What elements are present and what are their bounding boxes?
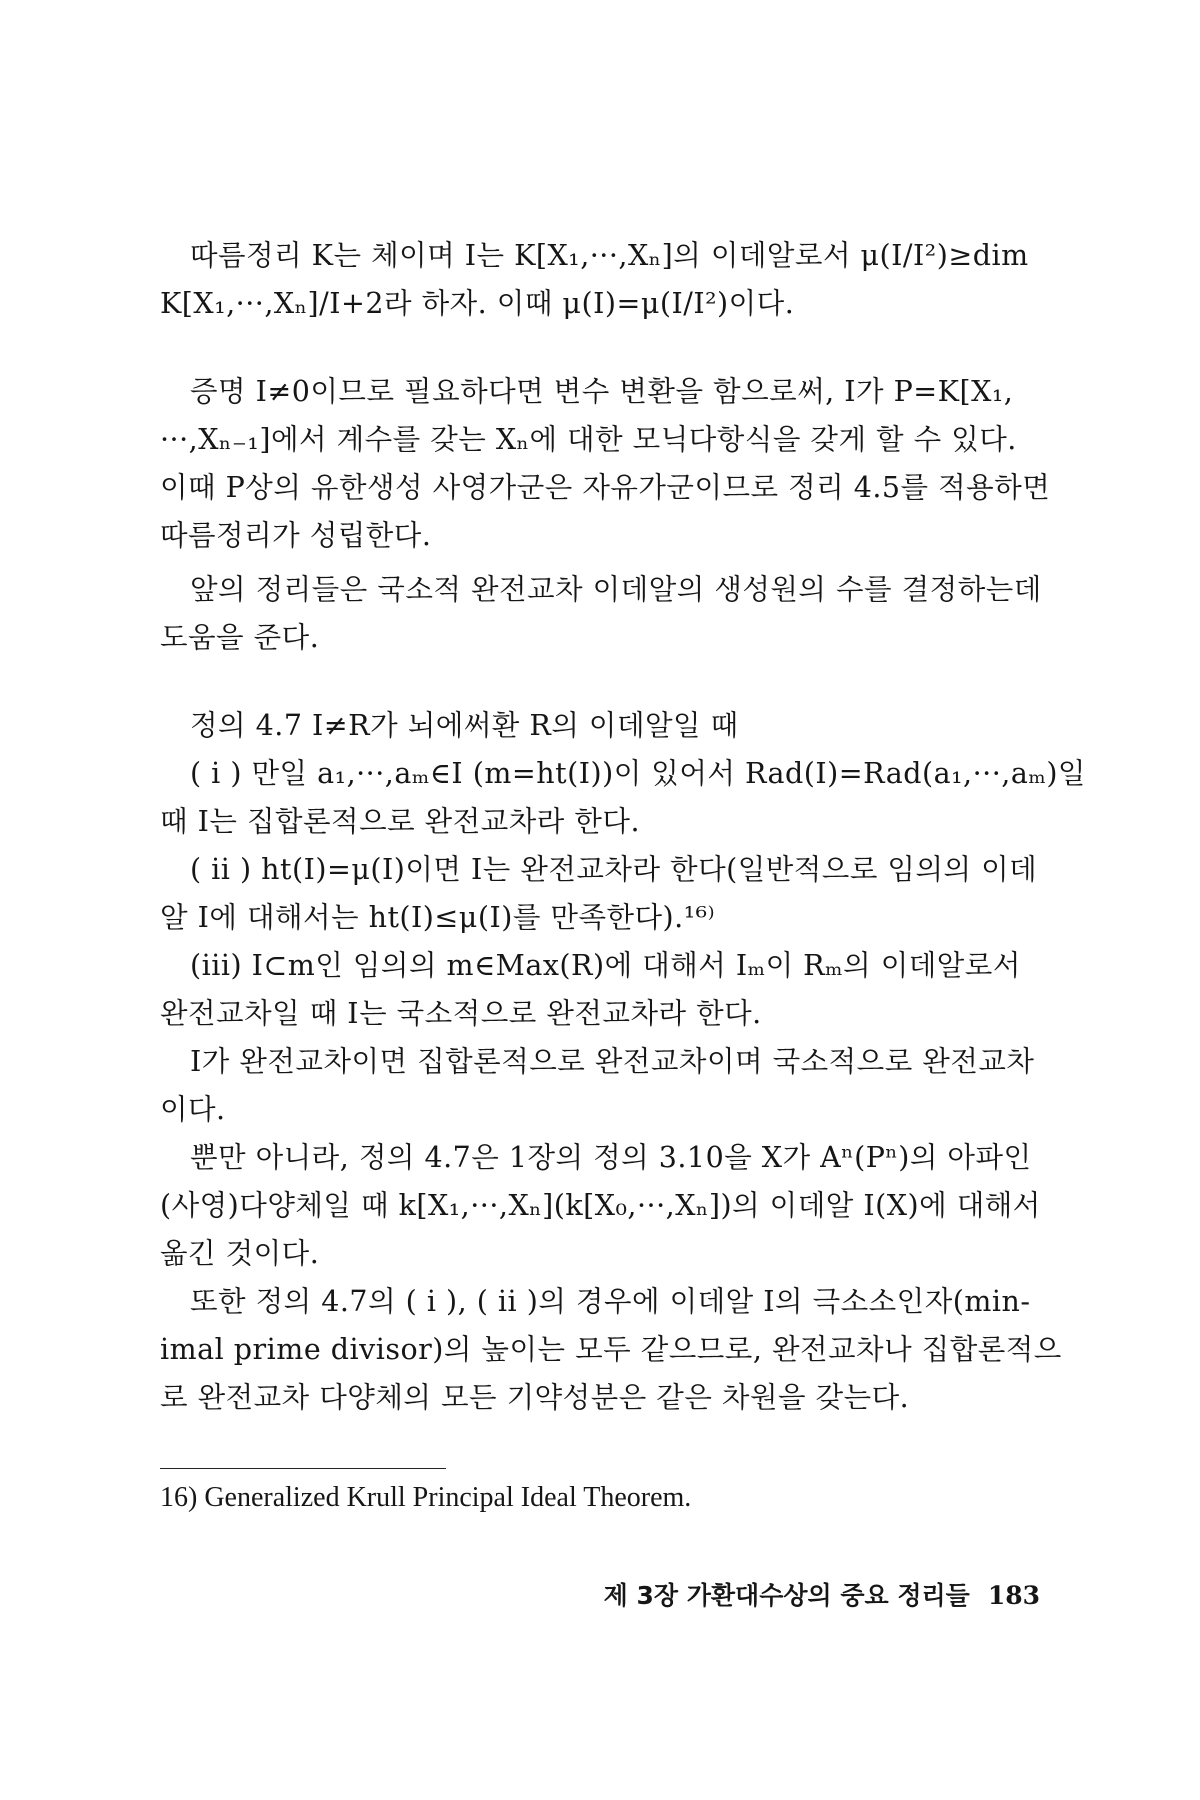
definition-heading: 정의 4.7 I≠R가 뇌에써환 R의 이데알일 때 — [190, 709, 739, 742]
definition — [160, 702, 1086, 1038]
definition-item-iii: 완전교차일 때 I는 국소적으로 완전교차라 한다. — [160, 997, 762, 1030]
running-head — [604, 1576, 1040, 1612]
page-body — [160, 232, 1086, 1422]
paragraph-line: imal prime divisor)의 높이는 모두 같으므로, 완전교차나 집합론적으 — [160, 1333, 1062, 1366]
proof-line: ···,Xₙ₋₁]에서 계수를 갖는 Xₙ에 대한 모닉다항식을 갖게 할 수 있다. — [160, 423, 1017, 456]
paragraph-line: 로 완전교차 다양체의 모든 기약성분은 같은 차원을 갖는다. — [160, 1381, 910, 1414]
proof-line: 증명 I≠0이므로 필요하다면 변수 변환을 함으로써, I가 P=K[X₁, — [190, 375, 1014, 408]
proof-line: 따름정리가 성립한다. — [160, 519, 432, 552]
proof — [160, 368, 1051, 560]
corollary-line: 따름정리 K는 체이며 I는 K[X₁,···,Xₙ]의 이데알로서 μ(I/I²)≥dim — [190, 239, 1029, 272]
paragraph-line: (사영)다양체일 때 k[X₁,···,Xₙ](k[X₀,···,Xₙ])의 이데알 I(X)에 대해서 — [160, 1189, 1041, 1222]
chapter-title: 제 3장 가환대수상의 중요 정리들 — [603, 1581, 970, 1610]
footnote-divider — [160, 1468, 446, 1469]
paragraph-line: 또한 정의 4.7의 ( i ), ( ii )의 경우에 이데알 I의 극소소인자(min- — [190, 1285, 1031, 1318]
remark-line: 앞의 정리들은 국소적 완전교차 이데알의 생성원의 수를 결정하는데 — [190, 573, 1042, 606]
remark-line: 도움을 준다. — [160, 621, 320, 654]
definition-item-i: 때 I는 집합론적으로 완전교차라 한다. — [160, 805, 641, 838]
corollary — [160, 232, 1040, 328]
definition-item-iii: (iii) I⊂m인 임의의 m∈Max(R)에 대해서 Iₘ이 Rₘ의 이데알로서 — [190, 949, 1021, 982]
page-number: 183 — [987, 1581, 1040, 1610]
footnote: 16) Generalized Krull Principal Ideal Theorem. — [160, 1482, 692, 1513]
definition-item-ii: 알 I에 대해서는 ht(I)≤μ(I)를 만족한다).¹⁶⁾ — [160, 901, 716, 934]
corollary-line: K[X₁,···,Xₙ]/I+2라 하자. 이때 μ(I)=μ(I/I²)이다. — [160, 287, 795, 320]
paragraph-complete-intersection — [160, 1038, 1040, 1134]
remark-paragraph — [160, 566, 1040, 662]
paragraph-line: 이다. — [160, 1093, 226, 1126]
definition-item-i: ( i ) 만일 a₁,···,aₘ∈I (m=ht(I))이 있어서 Rad(I)=Rad(a₁,···,aₘ)일 — [190, 757, 1086, 790]
paragraph-line: 옮긴 것이다. — [160, 1237, 320, 1270]
paragraph-line: I가 완전교차이면 집합론적으로 완전교차이며 국소적으로 완전교차 — [190, 1045, 1035, 1078]
paragraph-line: 뿐만 아니라, 정의 4.7은 1장의 정의 3.10을 X가 Aⁿ(Pⁿ)의 아파인 — [190, 1141, 1032, 1174]
paragraph-prime-divisor — [160, 1278, 1062, 1422]
proof-line: 이때 P상의 유한생성 사영가군은 자유가군이므로 정리 4.5를 적용하면 — [160, 471, 1051, 504]
definition-item-ii: ( ii ) ht(I)=μ(I)이면 I는 완전교차라 한다(일반적으로 임의의 이데 — [190, 853, 1038, 886]
paragraph-translation — [160, 1134, 1040, 1278]
